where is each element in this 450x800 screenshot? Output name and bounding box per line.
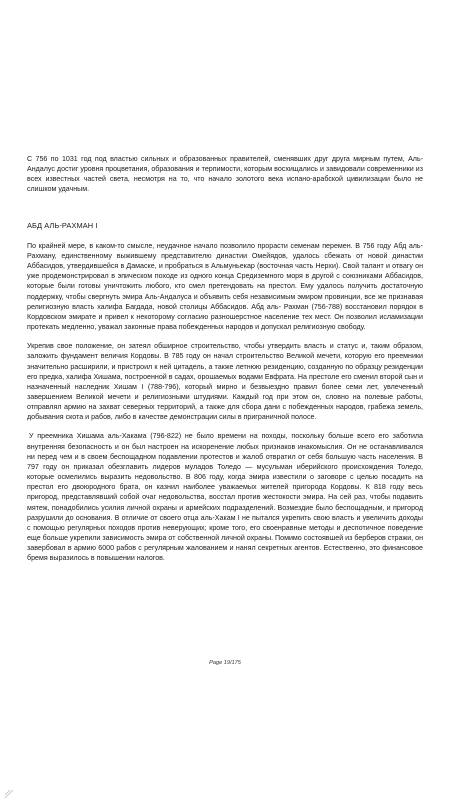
section-heading: АБД АЛЬ-РАХМАН I [27, 220, 98, 230]
page-number: Page 19/175 [209, 660, 241, 666]
body-paragraph: Укрепив свое положение, он затеял обширное строительство, чтобы утвердить власть и статус и, таким образом, заложить фундамент величия Кордовы. В 785 году он начал строительство Великой мечети, которую его преемники значительно расширили, и пристроил к ней цитадель, а также летнюю резиденцию, созданную по образцу резиденции его предка, халифа Хишама, построенной в садах, орошаемых водами Евфрата. На престоле его сменил второй сын и назначенный наследник Хишам I (788-796), который мирно и безвыездно правил более семи лет, увлеченный завершением Великой мечети и религиозными штудиями. Каждый год при этом он, словно на полевые работы, отправлял армию на захват северных территорий, а также для сбора дани с побежденных народов, грабежа земель, добывания скота и рабов, либо в качестве демонстрации силы в приграничной полосе. [27, 342, 423, 422]
body-paragraph: У преемника Хишама аль-Хакама (796-822) не было времени на походы, поскольку больше всего его заботила внутренняя безопасность и он был настроен на искоренение любых признаков инакомыслия. Он не останавливался ни перед чем и в своем беспощадном подавлении протестов и жалоб отвратил от себя большую часть населения. В 797 году он приказал обезглавить лидеров мулaдов Толедо — мусульман иберийского происхождения Толедо, которые осмелились выразить недовольство. В 806 году, когда эмира известили о заговоре с целью посадить на престол его двоюродного брата, он казнил наиболее уважаемых жителей пригорода Кордовы. К 818 году весь пригород, представлявший собой очаг недовольства, восстал против жестокости эмира. На сей раз, чтобы подавить мятеж, понадобились усилия личной охраны и армейских подразделений. Возмездие было беспощадным, и пригород разрушили до основания. В отличие от своего отца аль-Хакам I не пытался укрепить свою власть и увеличить доходы с помощью регулярных походов против неверующих; кроме того, его своенравные методы и деспотичное поведение еще больше укрепили зависимость эмира от собственной личной охраны. Помимо состоявшей из берберов стражи, он завербовал в армию 6000 рабов с регулярным жалованием и нанял секретных агентов. Естественно, это финансовое бремя выразилось в повышении налогов. [27, 432, 423, 563]
resize-corner-icon[interactable] [4, 786, 14, 796]
body-paragraph: По крайней мере, в каком-то смысле, неудачное начало позволило прорасти семенам перемен. В 756 году Абд аль-Рахману, единственному выжившему представителю династии Омейядов, удалось сбежать от новой династии Аббасидов, утвердившейся в Дамаске, и пробраться в Альмуньекар (восточная часть Нерхи). Свой талант и отвагу он уже продемонстрировал в эпическом походе из одного конца Средиземного моря в другой с союзниками Аббасидов, которые были готовы уничтожить любого, кто смел претендовать на престол. Ему удалось получить достаточную поддержку, чтобы свергнуть эмира Аль-Андалуса и объявить себя независимым эмиром провинции, все же признавая религиозную власть халифа Багдада, новой столицы Аббасидов. Абд аль- Рахман (756-788) восстановил порядок в Кордовском эмирате и привел к некоторому согласию разнoшерстное население тех мест. Он позволил исламизации протекать медленно, уважал законные права побежденных народов и допускал религиозную свободу. [27, 241, 423, 332]
document-body [27, 154, 423, 572]
intro-paragraph: С 756 по 1031 год под властью сильных и образованных правителей, сменявших друг друга мирным путем, Аль-Андалус достиг уровня процветания, образования и терпимости, которым восхищались и завидовали современники из всех известных частей света, несмотря на то, что начало золотого века испано-арабской цивилизации было не слишком удачным. [27, 155, 423, 194]
